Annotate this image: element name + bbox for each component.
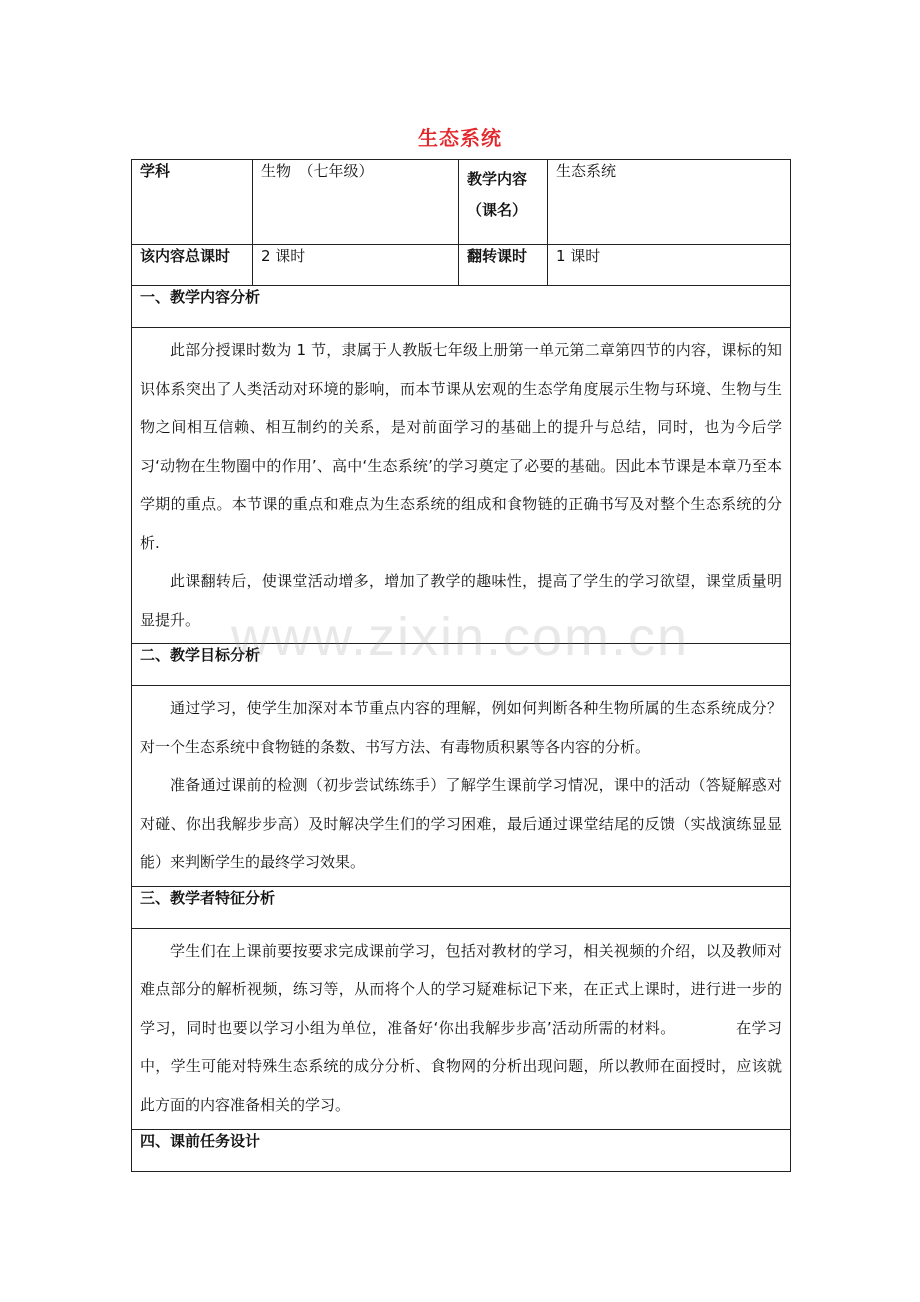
header-row-subject [132,160,791,245]
section-heading-row [132,886,791,928]
subject-value: 生物 （七年级） [253,160,459,245]
paragraph [140,932,782,1125]
section-heading-row [132,286,791,328]
section-body-row [132,686,791,887]
paragraph: 通过学习，使学生加深对本节重点内容的理解，例如何判断各种生物所属的生态系统成分？对一个生态系统中食物链的条数、书写方法、有毒物质积累等各内容的分析。 [140,699,782,756]
section-4-heading: 四、课前任务设计 [132,1130,791,1172]
total-hours-label: 该内容总课时 [132,245,253,286]
flip-hours-label: 翻转课时 [459,245,548,286]
content-label-line1: 教学内容 [467,170,528,188]
header-row-hours [132,245,791,286]
section-1-body [132,328,791,644]
watermark: www.zixin.com.cn [230,607,690,667]
document-title: 生态系统 [418,126,502,150]
flip-hours-value: 1 课时 [548,245,791,286]
paragraph-part: 在学习中，学生可能对特殊生态系统的成分分析、食物网的分析出现问题，所以教师在面授时，应该就此方面的内容准备相关的学习。 [140,1018,782,1114]
section-2-heading: 二、教学目标分析 [132,644,791,686]
section-heading-row [132,644,791,686]
total-hours-value: 2 课时 [253,245,459,286]
section-3-heading: 三、教学者特征分析 [132,886,791,928]
paragraph: 准备通过课前的检测（初步尝试练练手）了解学生课前学习情况，课中的活动（答疑解惑对对碰、你出我解步步高）及时解决学生们的学习困难，最后通过课堂结尾的反馈（实战演练显显能）来判断学生的最终学习效果。 [140,776,782,871]
content-label-line2: （课名） [467,201,528,219]
paragraph: 此课翻转后，使课堂活动增多，增加了教学的趣味性，提高了学生的学习欲望，课堂质量明显提升。 [140,572,782,629]
section-3-body [132,928,791,1130]
section-2-body [132,686,791,887]
content-value: 生态系统 [548,160,791,245]
paragraph: 此部分授课时数为 1 节，隶属于人教版七年级上册第一单元第二章第四节的内容，课标的知识体系突出了人类活动对环境的影响，而本节课从宏观的生态学角度展示生物与环境、生物与生物之间相互信赖、相互制约的关系，是对前面学习的基础上的提升与总结，同时，也为今后学习‘动物在生物圈中的作用’、高中‘生态系统’的学习奠定了必要的基础。因此本节课是本章乃至本学期的重点。本节课的重点和难点为生态系统的组成和食物链的正确书写及对整个生态系统的分析. [140,341,782,552]
section-body-row [132,928,791,1130]
subject-label: 学科 [132,160,253,245]
content-label [459,160,548,245]
section-1-heading: 一、教学内容分析 [132,286,791,328]
section-heading-row [132,1130,791,1172]
paragraph-part: 学生们在上课前要按要求完成课前学习，包括对教材的学习，相关视频的介绍，以及教师对难点部分的解析视频，练习等，从而将个人的学习疑难标记下来，在正式上课时，进行进一步的学习，同时也要以学习小组为单位，准备好‘你出我解步步高’活动所需的材料。 [140,941,782,1037]
section-body-row [132,328,791,644]
lesson-plan-table [131,159,791,1172]
